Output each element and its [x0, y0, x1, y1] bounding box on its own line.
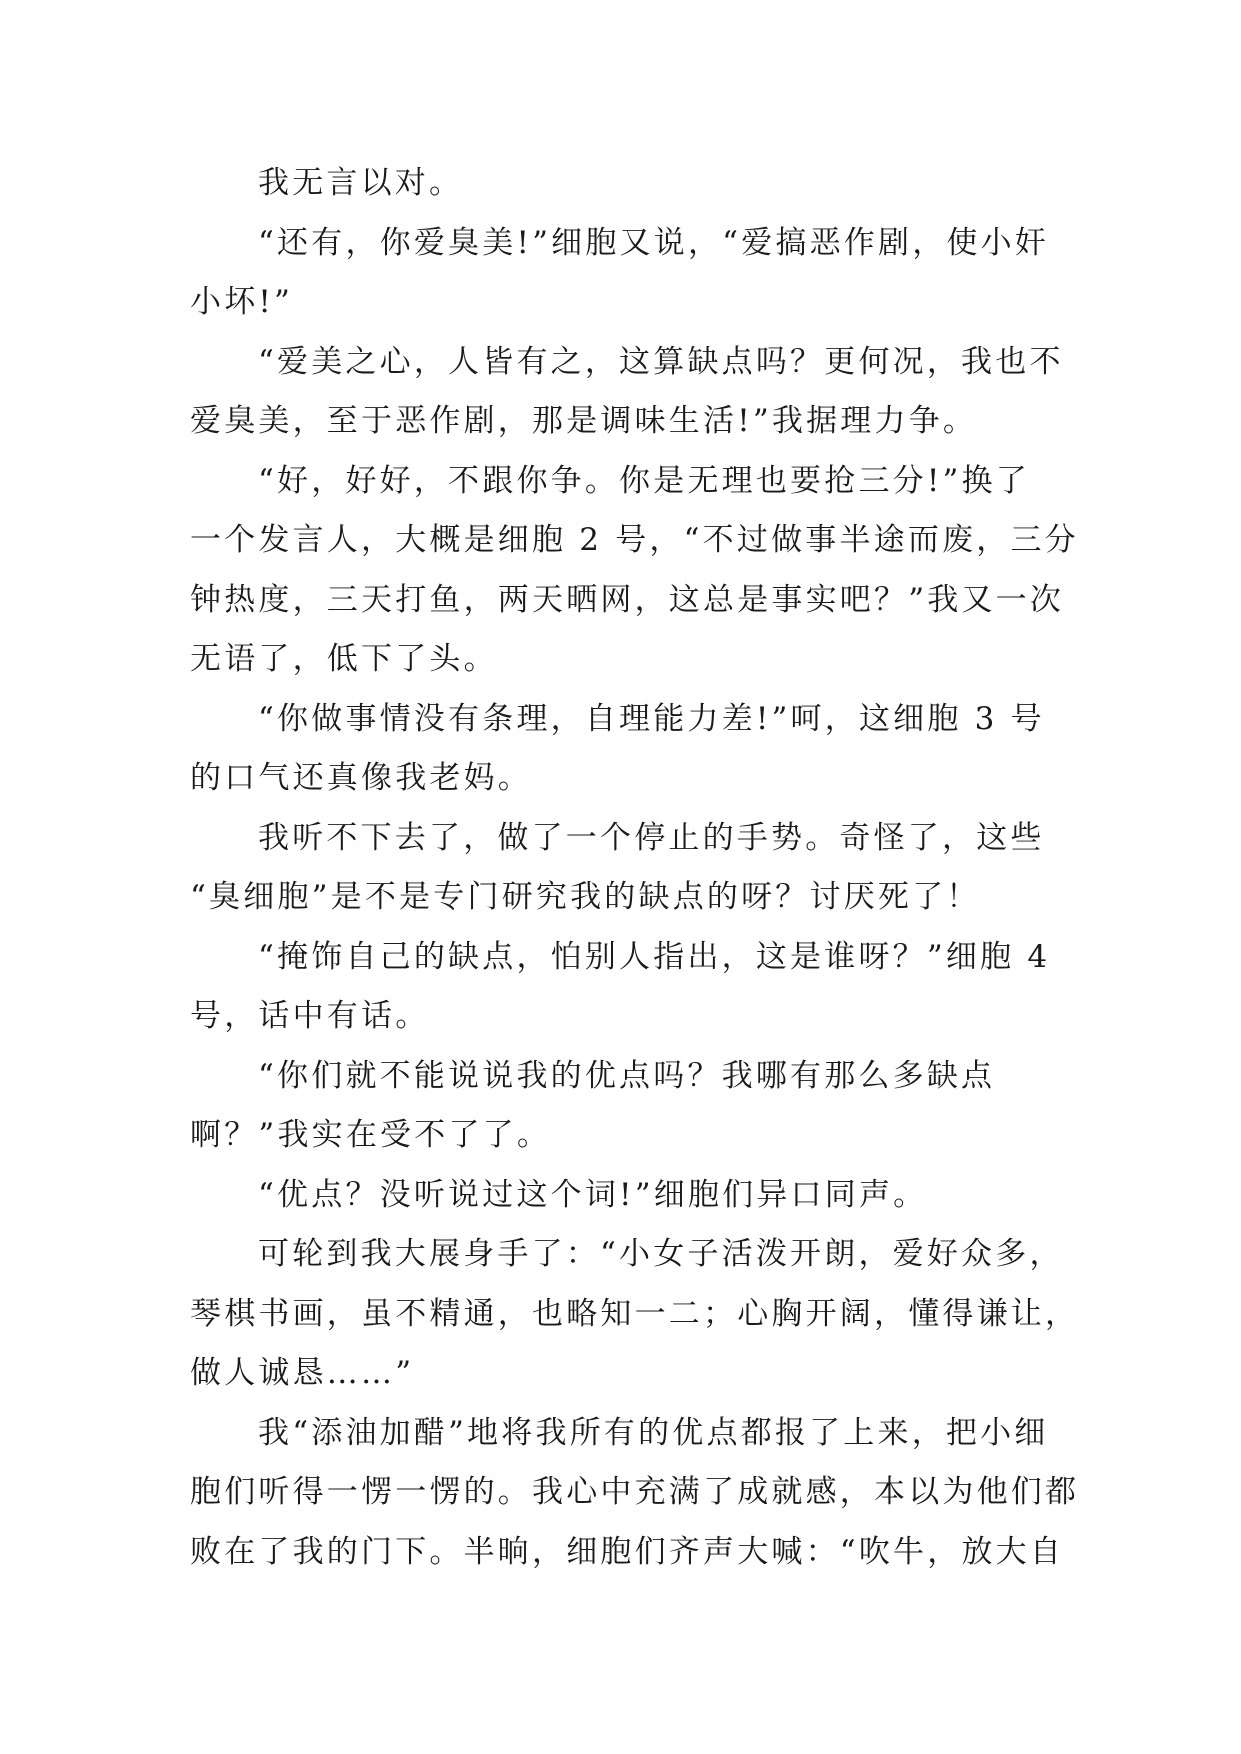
text-line: 做人诚恳……”: [190, 1355, 415, 1391]
text-line: “优点？没听说过这个词!”细胞们异口同声。: [258, 1176, 928, 1213]
paragraph: [190, 452, 1079, 690]
text-line: 败在了我的门下。半晌，细胞们齐声大喊：“吹牛，放大自: [190, 1533, 1065, 1570]
text-line: 号，话中有话。: [190, 998, 430, 1034]
paragraph: [190, 928, 1050, 1047]
paragraph: [190, 333, 1064, 452]
text-line: 我无言以对。: [258, 165, 464, 201]
text-line: 我“添油加醋”地将我所有的优点都报了上来，把小细: [258, 1414, 1049, 1451]
text-line: 啊？”我实在受不了了。: [190, 1117, 552, 1153]
paragraph: [190, 1166, 1050, 1226]
text-line: “掩饰自己的缺点，怕别人指出，这是谁呀？”细胞 4: [258, 938, 1051, 975]
body-text: [190, 154, 1080, 1582]
text-line: “还有，你爱臭美!”细胞又说，“爱搞恶作剧，使小奸: [258, 224, 1049, 261]
paragraph: [190, 154, 1050, 214]
text-line: 可轮到我大展身手了：“小女子活泼开朗，爱好众多，: [258, 1236, 1064, 1272]
text-line: “你做事情没有条理，自理能力差!”呵，这细胞 3 号: [258, 700, 1045, 737]
text-line: 胞们听得一愣一愣的。我心中充满了成就感，本以为他们都: [190, 1474, 1080, 1510]
paragraph: [190, 1404, 1080, 1583]
text-line: 的口气还真像我老妈。: [190, 760, 532, 796]
paragraph: [190, 214, 1050, 333]
paragraph: [190, 1047, 1050, 1166]
text-line: 一个发言人，大概是细胞 2 号，“不过做事半途而废，三分: [190, 522, 1079, 558]
text-line: “爱美之心，人皆有之，这算缺点吗？更何况，我也不: [258, 343, 1064, 380]
text-line: “你们就不能说说我的优点吗？我哪有那么多缺点: [258, 1057, 996, 1094]
text-line: 我听不下去了，做了一个停止的手势。奇怪了，这些: [258, 819, 1045, 856]
text-line: “好，好好，不跟你争。你是无理也要抢三分!”换了: [258, 462, 1030, 499]
paragraph: [190, 809, 1050, 928]
text-line: 无语了，低下了头。: [190, 641, 498, 677]
paragraph: [190, 690, 1050, 809]
text-line: 爱臭美，至于恶作剧，那是调味生活!”我据理力争。: [190, 403, 978, 439]
text-line: 小坏!”: [190, 284, 294, 320]
text-line: 琴棋书画，虽不精通，也略知一二；心胸开阔，懂得谦让，: [190, 1295, 1080, 1332]
paragraph: [190, 1225, 1080, 1404]
text-line: “臭细胞”是不是专门研究我的缺点的呀？讨厌死了！: [190, 879, 981, 915]
text-line: 钟热度，三天打鱼，两天晒网，这总是事实吧？”我又一次: [190, 581, 1065, 618]
